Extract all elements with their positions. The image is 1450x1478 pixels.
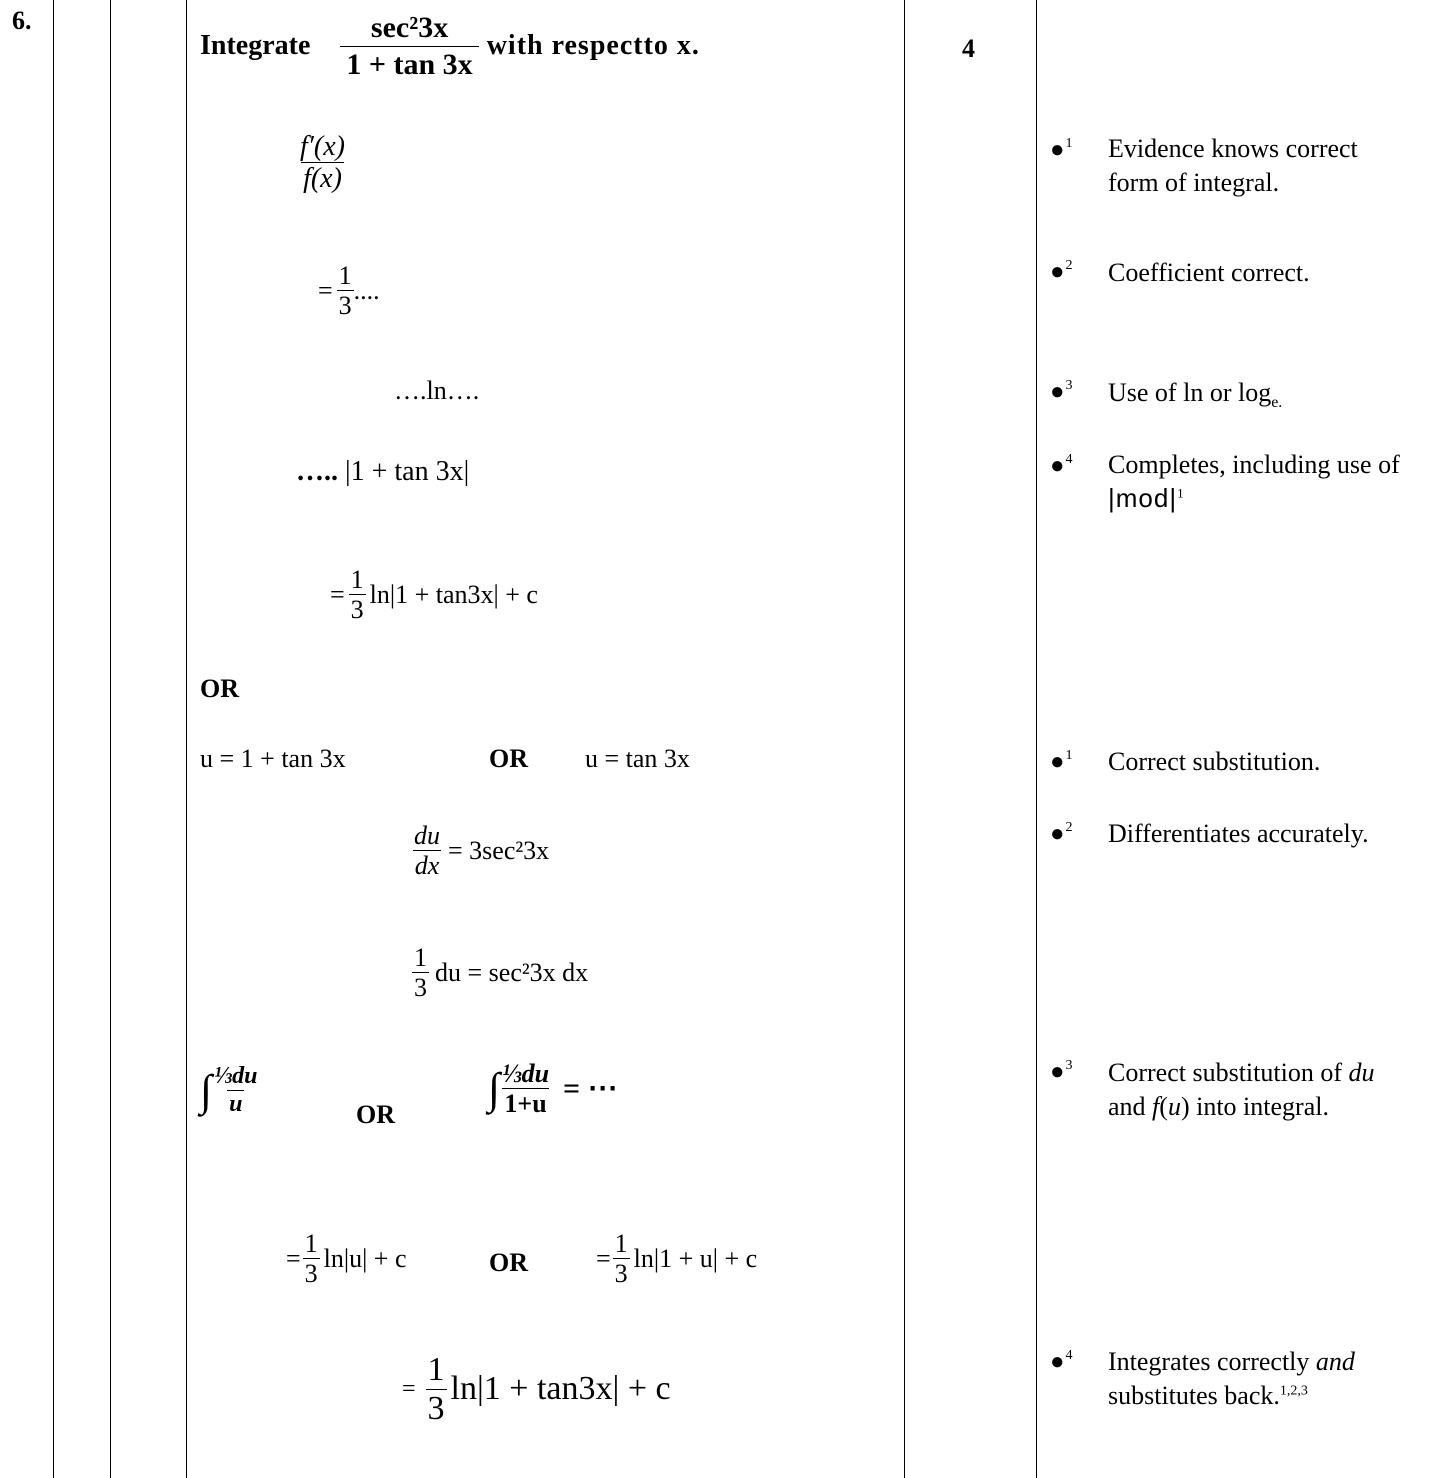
m2-third-den: 3 (414, 973, 427, 1003)
m2-res2-equals: = (596, 1243, 611, 1273)
m2-res2-den: 3 (614, 1259, 628, 1289)
note6-mark: 2 (1065, 820, 1073, 835)
integrand-tail: with respectto x. (486, 30, 700, 61)
integrand-numerator: sec²3x (370, 11, 449, 44)
note8-bullet: ●$^4$ (1050, 1348, 1073, 1375)
or-separator: OR (200, 674, 239, 703)
m2-int1-den: u (229, 1091, 243, 1118)
integrand-denominator: 1 + tan 3x (340, 46, 478, 81)
note3-bullet: ●$^3$ (1050, 378, 1073, 405)
note8-line2: substitutes back. (1108, 1380, 1280, 1410)
m2-differential (412, 944, 588, 1002)
note4-sup: 1 (1177, 485, 1184, 501)
note8-mark: 4 (1065, 1348, 1073, 1363)
m1-final-equals: = (330, 579, 345, 609)
note7-line2d: u (1167, 1091, 1181, 1121)
integrate-word: Integrate (200, 30, 311, 61)
m2-substitution-b: u = tan 3x (585, 744, 690, 773)
m1-ln-step: ….ln…. (394, 376, 480, 405)
integral-sign: ∫ (200, 1066, 213, 1116)
marks-value: 4 (962, 34, 975, 63)
m2-integral-or: OR (356, 1100, 395, 1129)
m1-step2-equals: = (318, 275, 333, 305)
integral-sign: ∫ (488, 1064, 501, 1114)
note3-line1: Use of ln or log (1108, 378, 1272, 407)
m1-fprime-denominator: f(x) (303, 163, 342, 195)
note7-line2b: f (1152, 1091, 1160, 1121)
note7-line1a: Correct substitution of (1108, 1058, 1349, 1087)
m2-final-equals: = (402, 1375, 416, 1402)
m2-int2-num: ⅓du (502, 1059, 550, 1088)
note1-mark: 1 (1065, 136, 1073, 151)
m1-final-answer (330, 566, 538, 624)
m2-res2-tail: ln|1 + u| + c (633, 1243, 758, 1273)
m2-dx: dx (414, 851, 440, 881)
m2-result-a (286, 1230, 407, 1288)
m2-final-den: 3 (427, 1389, 445, 1427)
m1-mod-step (296, 456, 469, 488)
m2-res2-num: 1 (614, 1229, 628, 1258)
question-number: 6. (12, 6, 32, 35)
note4-mark: 4 (1065, 452, 1073, 467)
note8-text (1108, 1345, 1355, 1413)
note2-text: Coefficient correct. (1108, 258, 1310, 287)
m1-final-num: 1 (350, 565, 364, 594)
m1-fprime-numerator: f′(x) (300, 131, 345, 162)
note3-text (1108, 376, 1282, 414)
note5-bullet: ●$^1$ (1050, 748, 1073, 775)
m1-fprime-over-f (298, 132, 347, 194)
note7-line2a: and (1108, 1091, 1153, 1121)
note7-bullet: ●$^3$ (1050, 1058, 1073, 1085)
note8-sup: 1,2,3 (1279, 1383, 1308, 1399)
m2-res1-den: 3 (304, 1259, 318, 1289)
m1-step4-expr: |1 + tan 3x| (345, 456, 470, 487)
column-rule-4 (904, 0, 905, 1478)
m2-final-answer (402, 1352, 671, 1426)
note6-bullet: ●$^2$ (1050, 820, 1073, 847)
note4-bullet: ●$^4$ (1050, 452, 1073, 479)
column-rule-5 (1036, 0, 1037, 1478)
m2-third-num: 1 (414, 943, 427, 972)
note3-mark: 3 (1065, 378, 1073, 393)
m2-int2-den: 1+u (504, 1089, 547, 1119)
note2-mark: 2 (1065, 258, 1073, 273)
question-integrand (340, 12, 478, 80)
m2-substitution-or: OR (489, 744, 528, 773)
note2-bullet: ●$^2$ (1050, 258, 1073, 285)
m2-result-or: OR (489, 1248, 528, 1277)
m1-coefficient-step (318, 262, 380, 320)
m2-res1-equals: = (286, 1243, 301, 1273)
m2-result-b (596, 1230, 757, 1288)
m2-derivative (412, 822, 549, 880)
m1-step2-tail: .... (353, 275, 380, 305)
m1-step4-dots: ….. (296, 456, 338, 487)
note4-line2: |mod| (1108, 482, 1178, 513)
m2-res1-num: 1 (304, 1229, 318, 1258)
note1-line1: Evidence knows correct (1108, 134, 1358, 163)
note7-text (1108, 1056, 1374, 1124)
m1-final-tail: ln|1 + tan3x| + c (369, 579, 538, 609)
m2-differential-rhs: du = sec²3x dx (435, 957, 589, 987)
m1-step2-num: 1 (338, 261, 352, 290)
m2-integral-a (200, 1064, 259, 1117)
note1-text (1108, 132, 1358, 200)
note6-text: Differentiates accurately. (1108, 819, 1369, 848)
m1-step2-den: 3 (338, 291, 352, 321)
note7-line2c: ( (1159, 1091, 1168, 1121)
question-statement (200, 12, 700, 80)
m2-final-tail: ln|1 + tan3x| + c (450, 1370, 671, 1408)
note8-line1b: and (1315, 1347, 1355, 1376)
note4-line1: Completes, including use of (1108, 450, 1400, 479)
note4-text (1108, 448, 1400, 516)
column-rule-3 (186, 0, 187, 1478)
note5-mark: 1 (1065, 748, 1073, 763)
m2-derivative-rhs: = 3sec²3x (448, 835, 550, 865)
m2-integral-b (488, 1060, 618, 1118)
m1-final-den: 3 (350, 595, 364, 625)
m2-final-num: 1 (427, 1351, 445, 1388)
m2-res1-tail: ln|u| + c (323, 1243, 407, 1273)
note7-line1b: du (1348, 1058, 1375, 1087)
note7-mark: 3 (1065, 1058, 1073, 1073)
note8-line1a: Integrates correctly (1108, 1347, 1316, 1376)
note5-text: Correct substitution. (1108, 747, 1321, 776)
column-rule-2 (110, 0, 111, 1478)
m2-int1-num: ⅓du (214, 1063, 258, 1089)
m2-int2-tail: = ⋯ (563, 1072, 618, 1106)
note7-line2e: ) into integral. (1180, 1091, 1329, 1121)
note1-line2: form of integral. (1108, 167, 1280, 197)
m2-du: du (414, 821, 440, 850)
column-rule-1 (53, 0, 54, 1478)
note3-sub: e. (1271, 394, 1283, 412)
note1-bullet: ●$^1$ (1050, 136, 1073, 163)
m2-substitution-a: u = 1 + tan 3x (200, 744, 346, 773)
